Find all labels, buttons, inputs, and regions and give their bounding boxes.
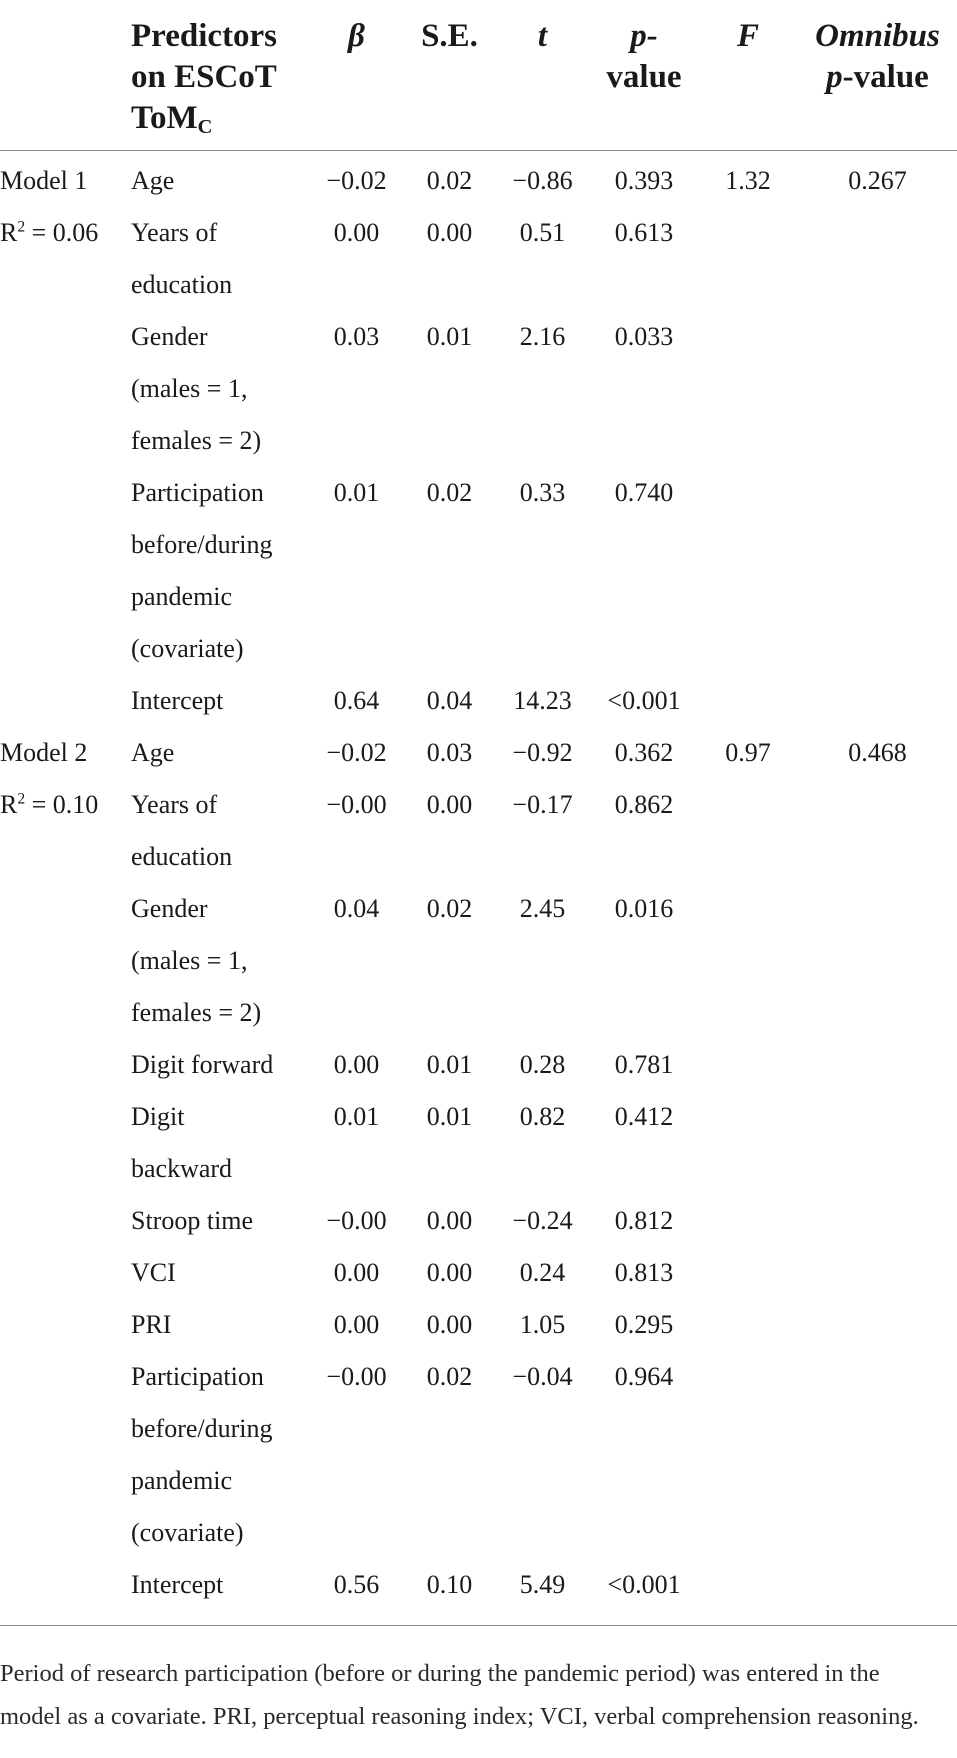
omnibus-p-cell [798, 467, 957, 519]
table-row [0, 1195, 957, 1247]
predictor-cell: pandemic [131, 1465, 233, 1495]
predictor-cell: Intercept [131, 1559, 309, 1626]
predictor-cell: education [131, 841, 233, 871]
p-value-cell: 0.295 [614, 1309, 674, 1339]
p-value-cell: 0.016 [614, 893, 674, 923]
p-value-cell: 0.781 [614, 1049, 674, 1079]
omnibus-p-cell [798, 1091, 957, 1143]
predictor-cell: backward [131, 1153, 233, 1183]
model-cell: Model 2 [0, 737, 88, 767]
p-value-cell: 0.813 [614, 1257, 674, 1287]
p-value-cell [590, 1455, 698, 1507]
se-cell [404, 987, 495, 1039]
t-cell [495, 1403, 590, 1455]
se-cell [404, 831, 495, 883]
se-cell: 0.00 [426, 1309, 473, 1339]
f-cell: 0.97 [725, 737, 771, 767]
header-se: S.E. [404, 0, 495, 150]
model-cell [0, 519, 131, 571]
omnibus-p-cell [798, 987, 957, 1039]
t-cell [495, 831, 590, 883]
predictor-cell: Digit forward [131, 1049, 274, 1079]
table-row [0, 259, 957, 311]
f-cell [698, 467, 798, 519]
f-cell [698, 1351, 798, 1403]
p-value-cell [590, 519, 698, 571]
predictor-cell: Age [131, 165, 175, 195]
p-value-cell: <0.001 [590, 1559, 698, 1626]
model-cell [0, 415, 131, 467]
predictor-cell: pandemic [131, 581, 233, 611]
se-cell [404, 1455, 495, 1507]
beta-cell: 0.00 [333, 1049, 380, 1079]
model-cell [0, 1559, 131, 1626]
r-squared-value: = 0.06 [25, 217, 99, 247]
omnibus-p-cell [798, 623, 957, 675]
model-cell [0, 831, 131, 883]
omnibus-p-cell: 0.267 [848, 165, 907, 195]
beta-cell [309, 519, 404, 571]
predictor-cell: Participation [131, 1361, 264, 1391]
t-cell [495, 1507, 590, 1559]
t-cell [495, 987, 590, 1039]
model-cell [0, 1195, 131, 1247]
predictor-cell: (covariate) [131, 1517, 244, 1547]
omnibus-p-cell [798, 779, 957, 831]
table-row [0, 1091, 957, 1143]
beta-cell [309, 1403, 404, 1455]
p-value-cell [590, 831, 698, 883]
header-model [0, 0, 131, 150]
table-row [0, 363, 957, 415]
table-row [0, 1403, 957, 1455]
predictor-cell: before/during [131, 1413, 273, 1443]
p-value-cell: 0.862 [614, 789, 674, 819]
t-cell: 2.45 [519, 893, 566, 923]
p-value-cell [590, 1403, 698, 1455]
predictor-cell: females = 2) [131, 997, 262, 1027]
beta-cell [309, 571, 404, 623]
predictor-cell: PRI [131, 1309, 172, 1339]
se-cell: 0.10 [404, 1559, 495, 1626]
t-cell [495, 519, 590, 571]
table-row [0, 1455, 957, 1507]
model-cell [0, 883, 131, 935]
f-cell [698, 259, 798, 311]
t-cell [495, 1143, 590, 1195]
model-cell [0, 1507, 131, 1559]
se-cell: 0.00 [426, 1257, 473, 1287]
table-row [0, 779, 957, 831]
omnibus-p-cell [798, 571, 957, 623]
table-row [0, 1507, 957, 1559]
table-row [0, 1247, 957, 1299]
se-cell: 0.01 [426, 321, 473, 351]
t-cell: 5.49 [495, 1559, 590, 1626]
table-header [0, 0, 957, 150]
omnibus-p-cell [798, 1351, 957, 1403]
header-predictors-line3: ToM [131, 100, 198, 136]
omnibus-p-cell [798, 935, 957, 987]
table-row [0, 883, 957, 935]
header-p-line2: value [606, 59, 682, 95]
omnibus-p-cell [798, 1299, 957, 1351]
predictor-cell: (males = 1, [131, 373, 248, 403]
se-cell: 0.02 [426, 477, 473, 507]
table-row [0, 1299, 957, 1351]
t-cell: 1.05 [519, 1309, 566, 1339]
header-predictors [131, 0, 309, 150]
t-cell: 14.23 [513, 685, 572, 715]
predictor-cell: (males = 1, [131, 945, 248, 975]
beta-cell: −0.00 [326, 1205, 387, 1235]
t-cell [495, 363, 590, 415]
omnibus-p-cell [798, 1559, 957, 1626]
f-cell [698, 519, 798, 571]
table-row [0, 207, 957, 259]
beta-cell: 0.56 [309, 1559, 404, 1626]
footnote-line1: Period of research participation (before or during the pandemic period) was entered in the [0, 1660, 880, 1687]
predictor-cell: education [131, 269, 233, 299]
p-value-cell [590, 987, 698, 1039]
beta-cell: 0.01 [333, 477, 380, 507]
predictor-cell: Stroop time [131, 1205, 254, 1235]
se-cell: 0.02 [426, 893, 473, 923]
f-cell [698, 1247, 798, 1299]
se-cell [404, 415, 495, 467]
table-row [0, 571, 957, 623]
beta-cell [309, 259, 404, 311]
omnibus-p-cell [798, 1195, 957, 1247]
beta-cell: 0.64 [333, 685, 380, 715]
r-squared-exponent: 2 [17, 218, 26, 236]
predictor-cell: Intercept [131, 685, 224, 715]
p-value-cell [590, 1143, 698, 1195]
omnibus-p-cell [798, 1143, 957, 1195]
se-cell: 0.02 [426, 165, 473, 195]
model-cell [0, 1039, 131, 1091]
p-value-cell: 0.393 [614, 165, 674, 195]
se-cell: 0.00 [426, 1205, 473, 1235]
t-cell [495, 259, 590, 311]
omnibus-p-cell [798, 207, 957, 259]
predictor-cell: females = 2) [131, 425, 262, 455]
p-value-cell [590, 1507, 698, 1559]
f-cell [698, 571, 798, 623]
r-squared-label: R [0, 217, 18, 247]
p-value-cell [590, 415, 698, 467]
t-cell: 0.24 [519, 1257, 566, 1287]
f-cell [698, 1507, 798, 1559]
t-cell [495, 571, 590, 623]
se-cell [404, 519, 495, 571]
t-cell [495, 935, 590, 987]
f-cell [698, 675, 798, 727]
table-row [0, 467, 957, 519]
p-value-cell: 0.812 [614, 1205, 674, 1235]
beta-cell: −0.02 [326, 737, 387, 767]
se-cell: 0.04 [426, 685, 473, 715]
omnibus-p-cell: 0.468 [848, 737, 907, 767]
beta-cell: 0.03 [333, 321, 380, 351]
model-cell [0, 363, 131, 415]
se-cell [404, 571, 495, 623]
beta-cell: 0.00 [333, 1257, 380, 1287]
p-value-cell: 0.740 [614, 477, 674, 507]
t-cell: 0.51 [519, 217, 566, 247]
table-footnote [0, 1652, 957, 1738]
header-p-value [590, 0, 698, 150]
omnibus-p-cell [798, 1403, 957, 1455]
predictor-cell: Participation [131, 477, 264, 507]
table-row [0, 311, 957, 363]
header-omnibus-line1: Omnibus [815, 18, 940, 54]
se-cell: 0.03 [426, 737, 473, 767]
predictor-cell: Years of [131, 789, 218, 819]
se-cell [404, 935, 495, 987]
t-cell: −0.92 [512, 737, 573, 767]
omnibus-p-cell [798, 1247, 957, 1299]
header-predictors-line2: on ESCoT [131, 59, 277, 95]
t-cell: −0.17 [512, 789, 573, 819]
p-value-cell [590, 259, 698, 311]
f-cell [698, 363, 798, 415]
beta-cell [309, 363, 404, 415]
p-value-cell [590, 623, 698, 675]
table-row [0, 727, 957, 779]
f-cell [698, 1299, 798, 1351]
omnibus-p-cell [798, 883, 957, 935]
t-cell: −0.04 [512, 1361, 573, 1391]
f-cell [698, 1403, 798, 1455]
table-row [0, 519, 957, 571]
p-value-cell: <0.001 [607, 685, 681, 715]
se-cell: 0.01 [426, 1101, 473, 1131]
model-cell [0, 623, 131, 675]
table-row [0, 1143, 957, 1195]
table-row [0, 150, 957, 207]
t-cell: 2.16 [519, 321, 566, 351]
beta-cell: −0.00 [326, 1361, 387, 1391]
model-cell [0, 1299, 131, 1351]
se-cell: 0.00 [426, 217, 473, 247]
t-cell: −0.86 [512, 165, 573, 195]
table-row [0, 415, 957, 467]
beta-cell [309, 623, 404, 675]
omnibus-p-cell [798, 519, 957, 571]
model-cell [0, 207, 131, 259]
t-cell: 0.82 [519, 1101, 566, 1131]
se-cell [404, 1403, 495, 1455]
predictor-cell: Digit [131, 1101, 185, 1131]
omnibus-p-cell [798, 363, 957, 415]
p-value-cell [590, 935, 698, 987]
f-cell [698, 311, 798, 363]
model-cell [0, 1247, 131, 1299]
f-cell [698, 1039, 798, 1091]
se-cell [404, 1143, 495, 1195]
omnibus-p-cell [798, 1507, 957, 1559]
model-cell [0, 1143, 131, 1195]
predictor-cell: Gender [131, 321, 208, 351]
model-cell [0, 1351, 131, 1403]
model-cell [0, 675, 131, 727]
f-cell: 1.32 [725, 165, 771, 195]
model-cell: Model 1 [0, 165, 88, 195]
table-row [0, 623, 957, 675]
beta-cell: −0.02 [326, 165, 387, 195]
model-cell [0, 1091, 131, 1143]
p-value-cell [590, 363, 698, 415]
p-value-cell: 0.412 [614, 1101, 674, 1131]
f-cell [698, 935, 798, 987]
omnibus-p-cell [798, 1455, 957, 1507]
omnibus-p-cell [798, 259, 957, 311]
predictor-cell: (covariate) [131, 633, 244, 663]
p-value-cell: 0.362 [614, 737, 674, 767]
predictor-cell: Age [131, 737, 175, 767]
f-cell [698, 779, 798, 831]
f-cell [698, 883, 798, 935]
f-cell [698, 415, 798, 467]
f-cell [698, 1143, 798, 1195]
model-cell [0, 935, 131, 987]
table-row [0, 1039, 957, 1091]
beta-cell: 0.00 [333, 217, 380, 247]
r-squared-label: R [0, 789, 18, 819]
se-cell [404, 363, 495, 415]
table-row [0, 1351, 957, 1403]
beta-cell [309, 935, 404, 987]
omnibus-p-cell [798, 831, 957, 883]
header-omnibus-p: p [826, 59, 843, 95]
omnibus-p-cell [798, 675, 957, 727]
beta-cell [309, 415, 404, 467]
f-cell [698, 831, 798, 883]
table-row [0, 831, 957, 883]
p-value-cell [590, 571, 698, 623]
f-cell [698, 1559, 798, 1626]
header-predictors-sub: C [197, 116, 213, 139]
f-cell [698, 207, 798, 259]
footnote-line2: model as a covariate. PRI, perceptual reasoning index; VCI, verbal comprehension reasoning. [0, 1703, 919, 1730]
table-row [0, 935, 957, 987]
f-cell [698, 1455, 798, 1507]
header-beta: β [309, 0, 404, 150]
model-cell [0, 467, 131, 519]
p-value-cell: 0.964 [614, 1361, 674, 1391]
predictor-cell: VCI [131, 1257, 176, 1287]
t-cell [495, 1455, 590, 1507]
header-p-line1: p- [630, 18, 658, 54]
r-squared-value: = 0.10 [25, 789, 99, 819]
predictor-cell: Gender [131, 893, 208, 923]
model-cell [0, 311, 131, 363]
f-cell [698, 1195, 798, 1247]
model-cell [0, 571, 131, 623]
beta-cell [309, 831, 404, 883]
se-cell: 0.02 [426, 1361, 473, 1391]
header-predictors-line1: Predictors [131, 18, 278, 54]
model-cell [0, 1403, 131, 1455]
table-row [0, 987, 957, 1039]
beta-cell: −0.00 [326, 789, 387, 819]
se-cell [404, 623, 495, 675]
header-f: F [698, 0, 798, 150]
table-row [0, 1559, 957, 1626]
p-value-cell: 0.033 [614, 321, 674, 351]
model-cell [0, 259, 131, 311]
model-cell [0, 987, 131, 1039]
f-cell [698, 987, 798, 1039]
se-cell [404, 259, 495, 311]
t-cell [495, 415, 590, 467]
p-value-cell: 0.613 [614, 217, 674, 247]
omnibus-p-cell [798, 311, 957, 363]
se-cell: 0.00 [426, 789, 473, 819]
t-cell [495, 623, 590, 675]
table-body [0, 150, 957, 1625]
se-cell: 0.01 [426, 1049, 473, 1079]
beta-cell [309, 1507, 404, 1559]
table-row [0, 675, 957, 727]
header-omnibus-rest: -value [842, 59, 929, 95]
beta-cell: 0.04 [333, 893, 380, 923]
t-cell: 0.28 [519, 1049, 566, 1079]
t-cell: −0.24 [512, 1205, 573, 1235]
model-cell [0, 779, 131, 831]
omnibus-p-cell [798, 1039, 957, 1091]
beta-cell: 0.00 [333, 1309, 380, 1339]
header-omnibus [798, 0, 957, 150]
se-cell [404, 1507, 495, 1559]
beta-cell [309, 1455, 404, 1507]
beta-cell [309, 1143, 404, 1195]
f-cell [698, 623, 798, 675]
t-cell: 0.33 [519, 477, 566, 507]
predictor-cell: Years of [131, 217, 218, 247]
beta-cell: 0.01 [333, 1101, 380, 1131]
beta-cell [309, 987, 404, 1039]
model-cell [0, 1455, 131, 1507]
header-t: t [495, 0, 590, 150]
f-cell [698, 1091, 798, 1143]
predictor-cell: before/during [131, 529, 273, 559]
omnibus-p-cell [798, 415, 957, 467]
r-squared-exponent: 2 [17, 790, 26, 808]
